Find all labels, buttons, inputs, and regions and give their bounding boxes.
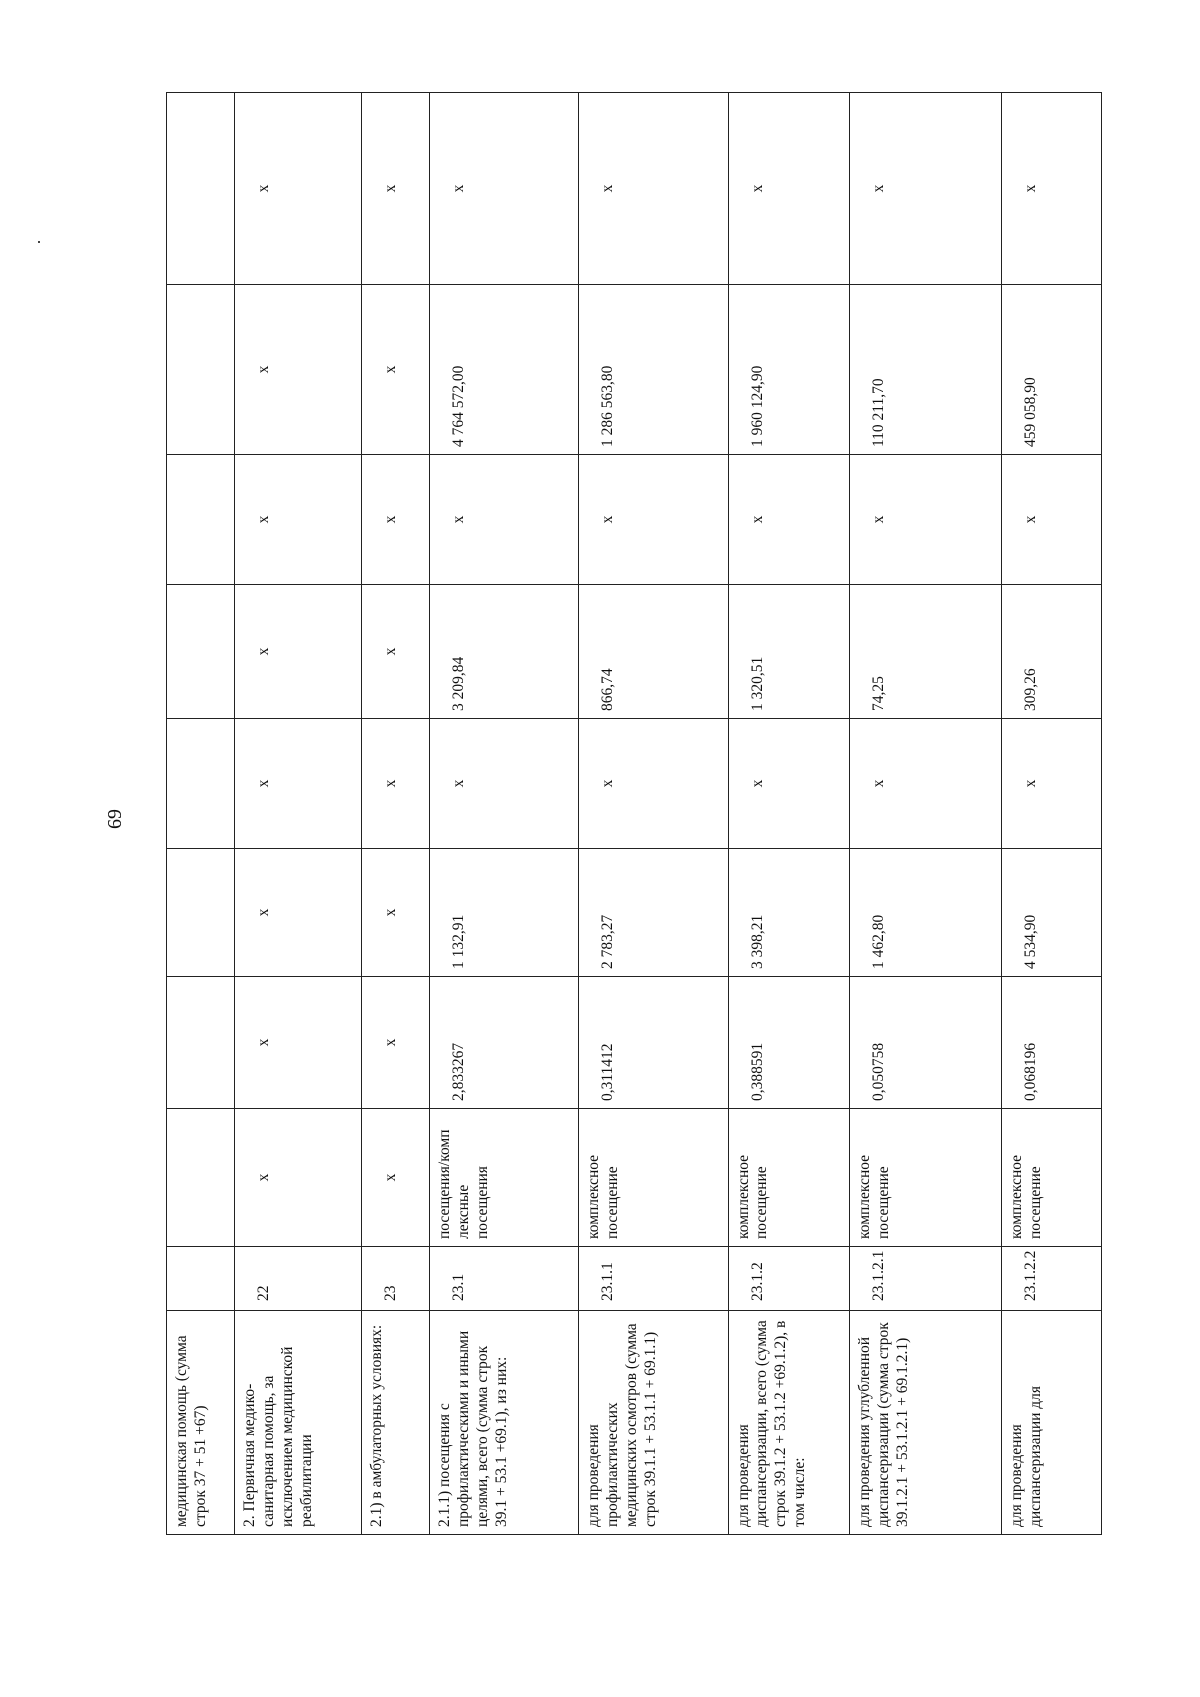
value-cell: 0,068196	[1001, 977, 1101, 1109]
value-cell: х	[362, 849, 430, 977]
value-cell: х	[849, 93, 1001, 285]
value-cell: х	[362, 977, 430, 1109]
unit-cell: комплексное посещение	[579, 1109, 728, 1247]
value-cell: 2 783,27	[579, 849, 728, 977]
value-cell: 1 462,80	[849, 849, 1001, 977]
scan-speck	[38, 241, 40, 243]
value-cell: х	[579, 93, 728, 285]
value-cell: х	[579, 455, 728, 585]
document-table	[166, 92, 1102, 1535]
row-code-cell: 23.1.2.1	[849, 1247, 1001, 1311]
value-cell	[167, 455, 235, 585]
value-cell: х	[430, 455, 579, 585]
value-cell: х	[430, 93, 579, 285]
table-row	[579, 93, 728, 1535]
value-cell: х	[362, 455, 430, 585]
unit-cell: х	[235, 1109, 362, 1247]
value-cell: 74,25	[849, 585, 1001, 719]
table-row	[728, 93, 849, 1535]
row-name-cell: 2.1.1) посещения с профилактическими и иными целями, всего (сумма строк 39.1 + 53.1 +69.1), из них:	[430, 1311, 579, 1535]
unit-cell	[167, 1109, 235, 1247]
row-code-cell	[167, 1247, 235, 1311]
row-name-cell: 2. Первичная медико-санитарная помощь, за исключением медицинской реабилитации	[235, 1311, 362, 1535]
row-code-cell: 23	[362, 1247, 430, 1311]
value-cell: х	[362, 93, 430, 285]
value-cell: х	[235, 285, 362, 455]
value-cell: х	[235, 719, 362, 849]
value-cell: х	[235, 455, 362, 585]
value-cell	[167, 285, 235, 455]
unit-cell: посещения/комп лексные посещения	[430, 1109, 579, 1247]
row-code-cell: 23.1.2.2	[1001, 1247, 1101, 1311]
table-row	[362, 93, 430, 1535]
value-cell: 4 534,90	[1001, 849, 1101, 977]
value-cell: х	[728, 455, 849, 585]
value-cell: 1 320,51	[728, 585, 849, 719]
table-row	[1001, 93, 1101, 1535]
value-cell: х	[235, 977, 362, 1109]
value-cell: х	[235, 93, 362, 285]
row-code-cell: 23.1.2	[728, 1247, 849, 1311]
value-cell: 459 058,90	[1001, 285, 1101, 455]
value-cell: 0,311412	[579, 977, 728, 1109]
value-cell: 3 209,84	[430, 585, 579, 719]
value-cell: 4 764 572,00	[430, 285, 579, 455]
value-cell: 1 960 124,90	[728, 285, 849, 455]
value-cell: х	[235, 849, 362, 977]
value-cell	[167, 585, 235, 719]
row-name-cell: 2.1) в амбулаторных условиях:	[362, 1311, 430, 1535]
value-cell: х	[362, 585, 430, 719]
row-name-cell: медицинская помощь (сумма строк 37 + 51 +67)	[167, 1311, 235, 1535]
value-cell: 1 286 563,80	[579, 285, 728, 455]
value-cell: х	[362, 719, 430, 849]
value-cell: х	[1001, 719, 1101, 849]
value-cell	[167, 93, 235, 285]
table-row	[849, 93, 1001, 1535]
table-row	[235, 93, 362, 1535]
value-cell: 866,74	[579, 585, 728, 719]
unit-cell: комплексное посещение	[728, 1109, 849, 1247]
value-cell: х	[362, 285, 430, 455]
page-number: 69	[104, 809, 126, 829]
table-row	[430, 93, 579, 1535]
row-code-cell: 23.1	[430, 1247, 579, 1311]
row-name-cell: для проведения диспансеризации, всего (сумма строк 39.1.2 + 53.1.2 +69.1.2), в том числе:	[728, 1311, 849, 1535]
value-cell: 0,388591	[728, 977, 849, 1109]
row-name-cell: для проведения углубленной диспансеризации (сумма строк 39.1.2.1 + 53.1.2.1 + 69.1.2.1)	[849, 1311, 1001, 1535]
value-cell: х	[235, 585, 362, 719]
value-cell: х	[728, 93, 849, 285]
value-cell	[167, 977, 235, 1109]
unit-cell: комплексное посещение	[849, 1109, 1001, 1247]
value-cell: х	[579, 719, 728, 849]
value-cell: х	[728, 719, 849, 849]
value-cell: 1 132,91	[430, 849, 579, 977]
value-cell: 3 398,21	[728, 849, 849, 977]
row-code-cell: 22	[235, 1247, 362, 1311]
value-cell: х	[430, 719, 579, 849]
row-code-cell: 23.1.1	[579, 1247, 728, 1311]
value-cell: х	[849, 719, 1001, 849]
row-name-cell: для проведения профилактических медицинских осмотров (сумма строк 39.1.1 + 53.1.1 + 69.1.1)	[579, 1311, 728, 1535]
value-cell: х	[1001, 93, 1101, 285]
value-cell: 110 211,70	[849, 285, 1001, 455]
row-name-cell: для проведения диспансеризации для	[1001, 1311, 1101, 1535]
value-cell: 2,833267	[430, 977, 579, 1109]
value-cell: 0,050758	[849, 977, 1001, 1109]
value-cell	[167, 719, 235, 849]
value-cell: х	[849, 455, 1001, 585]
value-cell	[167, 849, 235, 977]
unit-cell: комплексное посещение	[1001, 1109, 1101, 1247]
unit-cell: х	[362, 1109, 430, 1247]
table-row	[167, 93, 235, 1535]
value-cell: 309,26	[1001, 585, 1101, 719]
value-cell: х	[1001, 455, 1101, 585]
